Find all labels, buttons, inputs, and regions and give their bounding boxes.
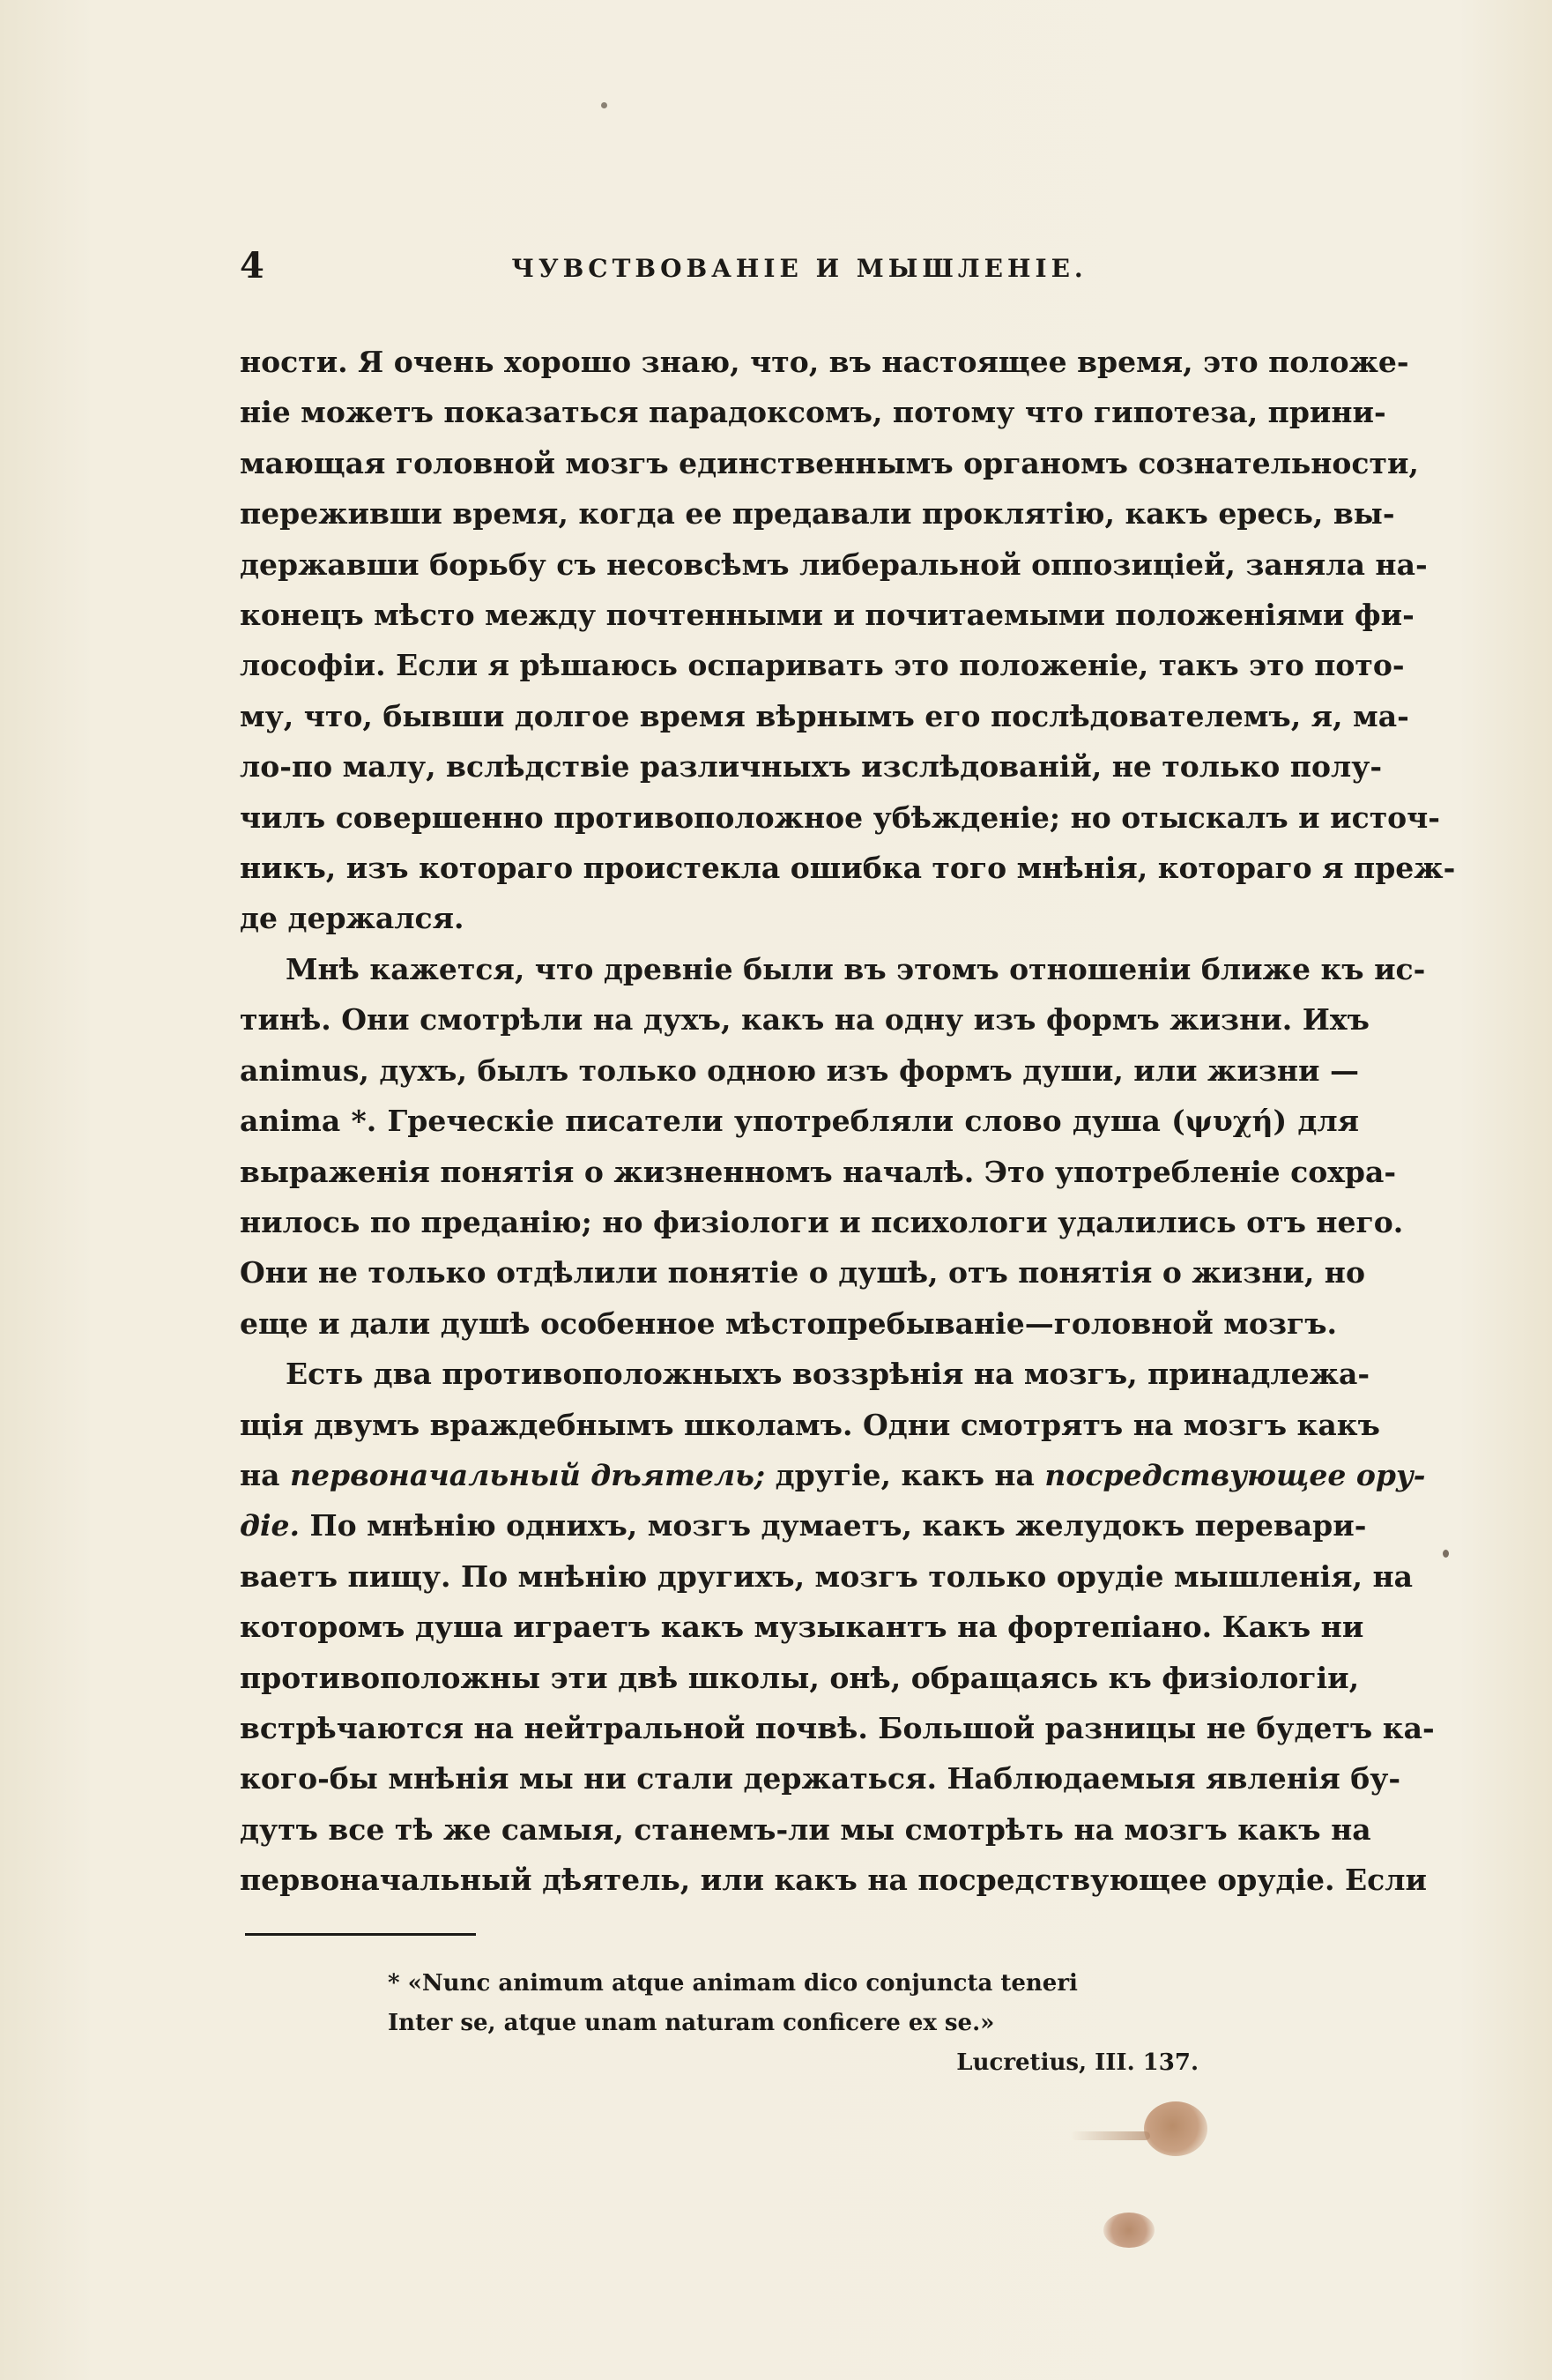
ink-dot [601,102,607,108]
text-line: которомъ душа играетъ какъ музыкантъ на фортепіано. Какъ ни [240,1610,1364,1645]
italic-run: первоначальный дѣятель; [290,1457,766,1492]
text-line: конецъ мѣсто между почтенными и почитаемыми положеніями фи- [240,598,1415,633]
text-line: дутъ все тѣ же самыя, станемъ-ли мы смотрѣть на мозгъ какъ на [240,1811,1371,1847]
text-line: лософіи. Если я рѣшаюсь оспаривать это положеніе, такъ это пото- [240,648,1405,683]
text-line-italics [240,1450,1426,1500]
running-title: ЧУВСТВОВАНІЕ И МЫШЛЕНІЕ. [511,254,1088,283]
text-line: Есть два противоположныхъ воззрѣнія на мозгъ, принадлежа- [286,1357,1370,1392]
italic-run: посредствующее ору- [1044,1457,1426,1492]
text-line: ло-по малу, вслѣдствіе различныхъ изслѣдованій, не только полу- [240,749,1383,785]
text-line: щія двумъ враждебнымъ школамъ. Одни смотрятъ на мозгъ какъ [240,1407,1380,1442]
text-line: Они не только отдѣлили понятіе о душѣ, отъ понятія о жизни, но [240,1255,1365,1290]
text-line: встрѣчаются на нейтральной почвѣ. Большой разницы не будетъ ка- [240,1710,1435,1745]
text-line: anima *. Греческіе писатели употребляли слово душа (ψυχή) для [240,1104,1359,1139]
text-line: Мнѣ кажется, что древніе были въ этомъ отношеніи ближе къ ис- [286,951,1426,986]
footnote-line: * «Nunc animum atque animam dico conjuncta teneri [388,1970,1078,1997]
text-line-italics [240,1500,1367,1551]
text-line: ваетъ пищу. По мнѣнію другихъ, мозгъ только орудіе мышленія, на [240,1558,1414,1594]
page-header [240,245,1359,298]
text-line: никъ, изъ котораго проистекла ошибка того мнѣнія, котораго я преж- [240,851,1456,886]
text-line: animus, духъ, былъ только одною изъ формъ души, или жизни — [240,1052,1359,1088]
text-line: переживши время, когда ее предавали проклятію, какъ ересь, вы- [240,496,1395,532]
text-line: первоначальный дѣятель, или какъ на посредствующее орудіе. Если [240,1863,1427,1898]
text-line: ніе можетъ показаться парадоксомъ, потому что гипотеза, прини- [240,395,1386,430]
text-line: кого-бы мнѣнія мы ни стали держаться. Наблюдаемыя явленія бу- [240,1761,1401,1796]
footnote [388,1964,1269,2083]
text-line: мающая головной мозгъ единственнымъ органомъ сознательности, [240,445,1419,480]
footnote-attribution: Lucretius, III. 137. [956,2049,1199,2076]
text-line: му, что, бывши долгое время вѣрнымъ его послѣдователемъ, я, ма- [240,698,1409,733]
ink-dot-margin [1443,1550,1449,1558]
page-number: 4 [240,245,264,286]
text-line: противоположны эти двѣ школы, онѣ, обращаясь къ физіологіи, [240,1660,1360,1695]
text-run: другіе, какъ на [765,1457,1045,1492]
text-run: По мнѣнію однихъ, мозгъ думаетъ, какъ желудокъ перевари- [299,1508,1367,1543]
italic-run: діе. [240,1508,300,1543]
text-line: де держался. [240,901,464,936]
stain-blot-large [1144,2101,1207,2156]
text-line: чилъ совершенно противоположное убѣжденіе; но отыскалъ и источ- [240,800,1441,835]
text-line: еще и дали душѣ особенное мѣстопребываніе—головной мозгъ. [240,1305,1338,1341]
stain-smear [1071,2131,1150,2140]
footnote-line: Inter se, atque unam naturam conficere ex se.» [388,2010,995,2036]
text-run: на [240,1457,291,1492]
text-line: ности. Я очень хорошо знаю, что, въ настоящее время, это положе- [240,345,1409,379]
text-line: державши борьбу съ несовсѣмъ либеральной оппозиціей, заняла на- [240,547,1428,582]
text-line: нилось по преданію; но физіологи и психологи удалились отъ него. [240,1204,1404,1239]
text-line: тинѣ. Они смотрѣли на духъ, какъ на одну изъ формъ жизни. Ихъ [240,1002,1370,1038]
stain-blot-small [1103,2213,1155,2248]
footnote-rule [245,1933,476,1936]
text-line: выраженія понятія о жизненномъ началѣ. Это употребленіе сохра- [240,1154,1397,1189]
body-text [240,337,1456,1906]
